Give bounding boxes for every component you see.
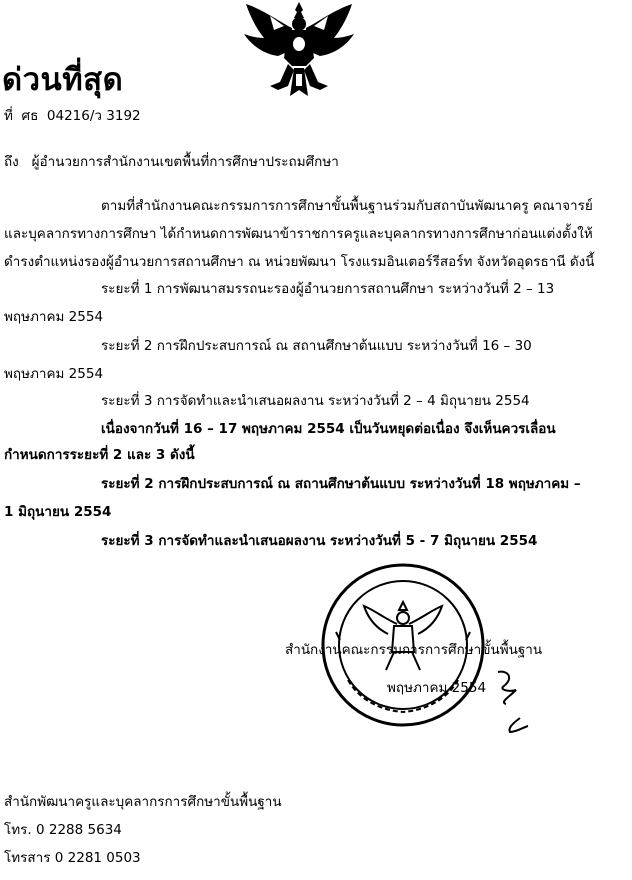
body-intro-line-3: ดำรงตำแหน่งรองผู้อำนวยการสถานศึกษา ณ หน่วยพัฒนา โรงแรมอินเตอร์รีสอร์ท จังหวัดอุดรธานี ดังนี้ [4, 254, 595, 270]
footer-department: สำนักพัฒนาครูและบุคลากรการศึกษาขั้นพื้นฐาน [4, 794, 282, 810]
phase-1-line-1: ระยะที่ 1 การพัฒนาสมรรถนะรองผู้อำนวยการสถานศึกษา ระหว่างวันที่ 2 – 13 [101, 281, 555, 297]
urgency-heading: ด่วนที่สุด [2, 62, 124, 98]
footer-fax: โทรสาร 0 2281 0503 [4, 850, 141, 866]
document-number-label: ที่ [4, 108, 13, 124]
garuda-emblem-icon [240, 0, 358, 100]
document-number-value: 04216/ว 3192 [46, 108, 141, 124]
phase-2-line-1: ระยะที่ 2 การฝึกประสบการณ์ ณ สถานศึกษาต้นแบบ ระหว่างวันที่ 16 – 30 [101, 338, 532, 354]
new-phase-2-line-2: 1 มิถุนายน 2554 [4, 504, 112, 520]
new-phase-2-line-1: ระยะที่ 2 การฝึกประสบการณ์ ณ สถานศึกษาต้นแบบ ระหว่างวันที่ 18 พฤษภาคม – [101, 476, 581, 492]
body-intro-line-2: และบุคลากรทางการศึกษา ได้กำหนดการพัฒนาข้าราชการครูและบุคลากรทางการศึกษาก่อนแต่งตั้งให้ [4, 226, 593, 242]
handwritten-signature [490, 668, 540, 738]
recipient-line [4, 153, 339, 171]
signatory-office: สำนักงานคณะกรรมการการศึกษาขั้นพื้นฐาน [285, 642, 543, 658]
change-notice-line-1: เนื่องจากวันที่ 16 – 17 พฤษภาคม 2554 เป็นวันหยุดต่อเนื่อง จึงเห็นควรเลื่อน [101, 421, 556, 437]
footer-telephone: โทร. 0 2288 5634 [4, 822, 122, 838]
change-notice-line-2: กำหนดการระยะที่ 2 และ 3 ดังนี้ [4, 447, 195, 463]
new-phase-3-line: ระยะที่ 3 การจัดทำและนำเสนอผลงาน ระหว่างวันที่ 5 - 7 มิถุนายน 2554 [101, 533, 538, 549]
body-intro-line-1: ตามที่สำนักงานคณะกรรมการการศึกษาขั้นพื้นฐานร่วมกับสถาบันพัฒนาครู คณาจารย์ [101, 198, 593, 214]
phase-2-line-2: พฤษภาคม 2554 [4, 366, 104, 382]
document-number [4, 107, 141, 125]
phase-3-line: ระยะที่ 3 การจัดทำและนำเสนอผลงาน ระหว่างวันที่ 2 – 4 มิถุนายน 2554 [101, 393, 530, 409]
phase-1-line-2: พฤษภาคม 2554 [4, 309, 104, 325]
recipient-label: ถึง [4, 154, 19, 170]
recipient-name: ผู้อำนวยการสำนักงานเขตพื้นที่การศึกษาประถมศึกษา [31, 154, 339, 170]
signature-date: พฤษภาคม 2554 [387, 680, 487, 696]
document-number-prefix: ศธ [21, 108, 39, 124]
